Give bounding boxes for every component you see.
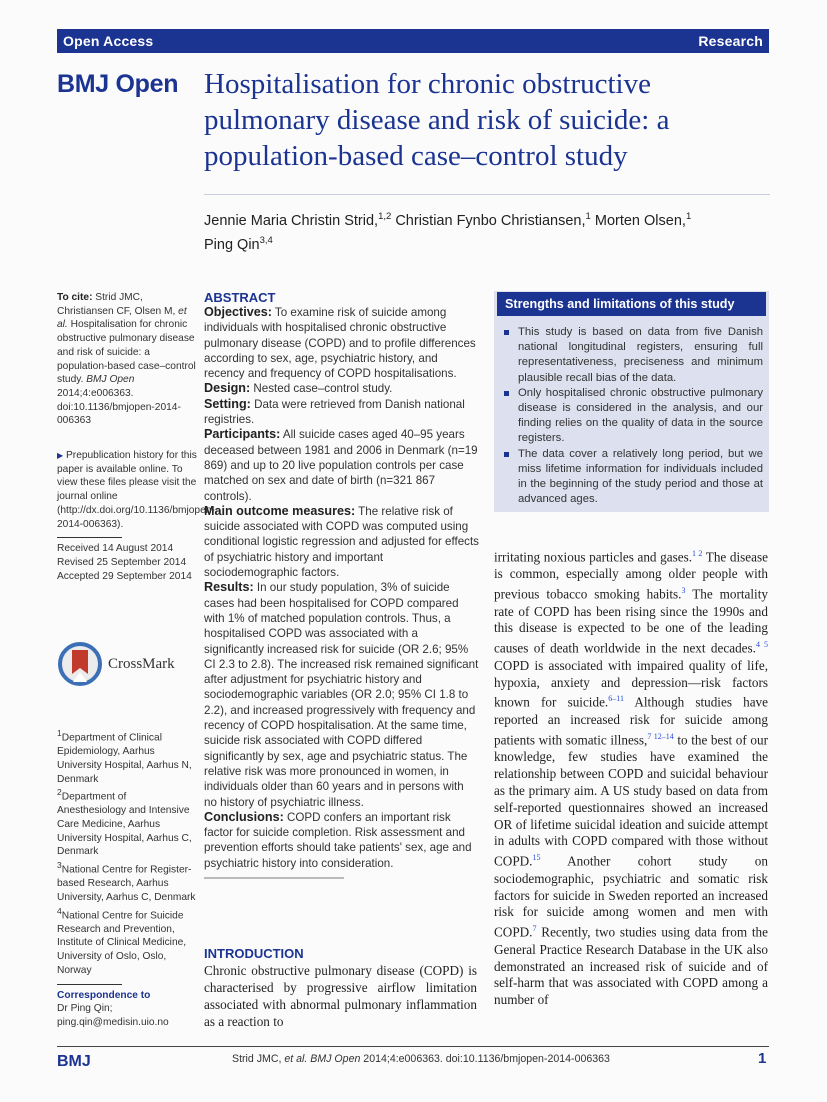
abstract-conclusions: Conclusions: COPD confers an important risk factor for suicide completion. Risk assessment and prevention efforts should take patients' sex, age and psychiatric history into consideration. [204, 809, 472, 870]
article-title: Hospitalisation for chronic obstructive pulmonary disease and risk of suicide: a population-based case–control study [204, 68, 670, 172]
abstract-heading: ABSTRACT [204, 290, 276, 305]
citation-block: To cite: Strid JMC, Christiansen CF, Olsen M, et al. Hospitalisation for chronic obstructive pulmonary disease and risk of suicide: a population-based case–control study. BMJ Open 2014;4:e006363. doi:10.1136/bmjopen-2014-006363 [57, 292, 196, 427]
journal-logo: BMJ Open [57, 70, 179, 98]
abstract-design: Design: Nested case–control study. [204, 381, 393, 396]
header-bar [57, 29, 769, 53]
abstract [204, 290, 479, 879]
affiliation: $^1$Department of Clinical Epidemiology, Aarhus University Hospital, Aarhus N, Denmark [57, 728, 192, 785]
title-divider [204, 194, 770, 195]
introduction-col1 [204, 946, 477, 1031]
box-item: The data cover a relatively long period, but we miss lifetime information for individuals included in the beginning of the study period and those at advanced ages. [504, 447, 763, 508]
crossmark-badge[interactable] [58, 642, 175, 686]
introduction-col2: irritating noxious particles and gases.$^{1 2}$ The disease is common, especially among older people with previous tobacco smoking habits.$^3$ The mortality rate of COPD has been rising since the 1990s and this disease is expected to be one of the leading causes of death worldwide in the next decades.$^{4 5}$ COPD is associated with impaired quality of life, hypoxia, anxiety and depression—risk factors known for suicide.$^{6-11}$ Although studies have reported an increased risk for suicide among patients with somatic illness,$^{7 12-14}$ to the best of our knowledge, few studies have examined the relationship between COPD and suicidal behaviour as the primary aim. A US study based on data from self-reported questionnaires showed an increased OR of lifetime suicidal ideation and suicide attempt in adults with COPD compared with those without COPD.$^{15}$ Another cohort study on sociodemographic, psychiatric and somatic risk factors for suicide in Sweden reported an increased risk for suicide among women and men with COPD.$^7$ Recently, two studies using data from the General Practice Research Database in the UK also demonstrated an increased risk of suicide and of self-harm that was associated with COPD among a number of [494, 549, 769, 1008]
introduction-heading: INTRODUCTION [204, 946, 304, 961]
triangle-bullet-icon: ▶ [57, 451, 64, 460]
abstract-setting: Setting: Data were retrieved from Danish national registries. [204, 396, 465, 427]
abstract-results: Results: In our study population, 3% of suicide cases had been hospitalised for COPD compared with 1% of matched population controls. Thus, a hospitalised COPD was associated with a significantly increased risk for suicide (OR 2.6; 95% CI 2.3 to 2.8). The increased risk remained significant after adjustment for psychiatric history and sociodemographic variables (OR 2.0; 95% CI 1.8 to 2.2), and increased progressively with frequency and recency of COPD hospitalisation. At the same time, suicide risk associated with COPD differed significantly by sex, age and psychiatric status. The relative risk was more pronounced in women, in individuals older than 60 years and in persons with no history of psychiatric illness. [204, 580, 479, 809]
received-date: Received 14 August 2014 [57, 543, 174, 555]
reference-link[interactable]: 1 2 [692, 549, 703, 558]
author[interactable]: Ping Qin$^{3,4}$ [204, 234, 273, 253]
affiliation: $^2$Department of Anesthesiology and Intensive Care Medicine, Aarhus University Hospital, Aarhus C, Denmark [57, 787, 192, 858]
affiliation: $^3$National Centre for Register-based Research, Aarhus University, Aarhus C, Denmark [57, 860, 196, 903]
correspondence-email[interactable]: ping.qin@medisin.uio.no [57, 1016, 169, 1028]
section-label: Research [698, 33, 763, 49]
revised-date: Revised 25 September 2014 [57, 556, 187, 568]
footer-divider [57, 1046, 769, 1047]
accepted-date: Accepted 29 September 2014 [57, 570, 192, 582]
correspondence-label: Correspondence to [57, 989, 151, 1001]
reference-link[interactable]: 6–11 [608, 694, 624, 704]
prepub-block [57, 449, 215, 583]
open-access-label: Open Access [63, 33, 154, 49]
box-heading: Strengths and limitations of this study [496, 291, 767, 317]
divider [57, 984, 122, 985]
cite-label: To cite: [57, 292, 93, 303]
page-number: 1 [758, 1050, 767, 1067]
author[interactable]: Morten Olsen,$^1$ [594, 211, 692, 229]
abstract-divider [204, 877, 344, 879]
divider [57, 537, 122, 538]
author[interactable]: Christian Fynbo Christiansen,$^1$ [395, 211, 591, 229]
author[interactable]: Jennie Maria Christin Strid,$^{1,2}$ [204, 211, 392, 229]
correspondence-name: Dr Ping Qin; [57, 1003, 113, 1015]
footer-citation: Strid JMC, et al. BMJ Open 2014;4:e006363. doi:10.1136/bmjopen-2014-006363 [232, 1053, 610, 1065]
crossmark-icon [58, 642, 102, 686]
reference-link[interactable]: 7 12–14 [647, 731, 674, 741]
affiliation: $^4$National Centre for Suicide Research and Prevention, Institute of Clinical Medicine, University of Oslo, Oslo, Norway [57, 905, 187, 976]
abstract-outcomes: Main outcome measures: The relative risk of suicide associated with COPD was computed using conditional logistic regression and adjusted for effects of psychiatric history and important sociodemographic factors. [204, 503, 479, 580]
reference-link[interactable]: 15 [532, 853, 541, 863]
abstract-participants: Participants: All suicide cases aged 40–95 years deceased between 1981 and 2006 in Denmark (n=19 869) and up to 20 live population controls per case matched on sex and date of birth (n=321 867 controls). [204, 427, 478, 503]
author-list [204, 207, 764, 255]
reference-link[interactable]: 4 5 [755, 640, 769, 650]
affiliations [57, 727, 197, 1030]
box-item: This study is based on data from five Danish national longitudinal registers, ensuring full representativeness, preciseness and minimum plausible recall bias of the data. [504, 325, 763, 386]
introduction-text: Chronic obstructive pulmonary disease (COPD) is characterised by progressive airflow limitation associated with abnormal pulmonary inflammation as a reaction to [204, 963, 477, 1029]
reference-link[interactable]: 3 [681, 586, 686, 596]
box-item: Only hospitalised chronic obstructive pulmonary disease is considered in the analysis, and our finding relies on the quality of data in the source registers. [504, 386, 763, 447]
footer-bmj-logo: BMJ [57, 1053, 91, 1070]
reference-link[interactable]: 7 [532, 924, 537, 934]
crossmark-label: CrossMark [108, 655, 175, 672]
strengths-limitations-box [494, 291, 769, 512]
abstract-objectives: Objectives: To examine risk of suicide among individuals with hospitalised chronic obstructive pulmonary disease (COPD) and to profile differences according to sex, age, psychiatric history, and recency and frequency of COPD hospitalisations. [204, 305, 476, 381]
prepub-text[interactable]: Prepublication history for this paper is available online. To view these files please visit the journal online (http://dx.doi.org/10.1136/bmjopen-2014-006363). [57, 450, 215, 530]
